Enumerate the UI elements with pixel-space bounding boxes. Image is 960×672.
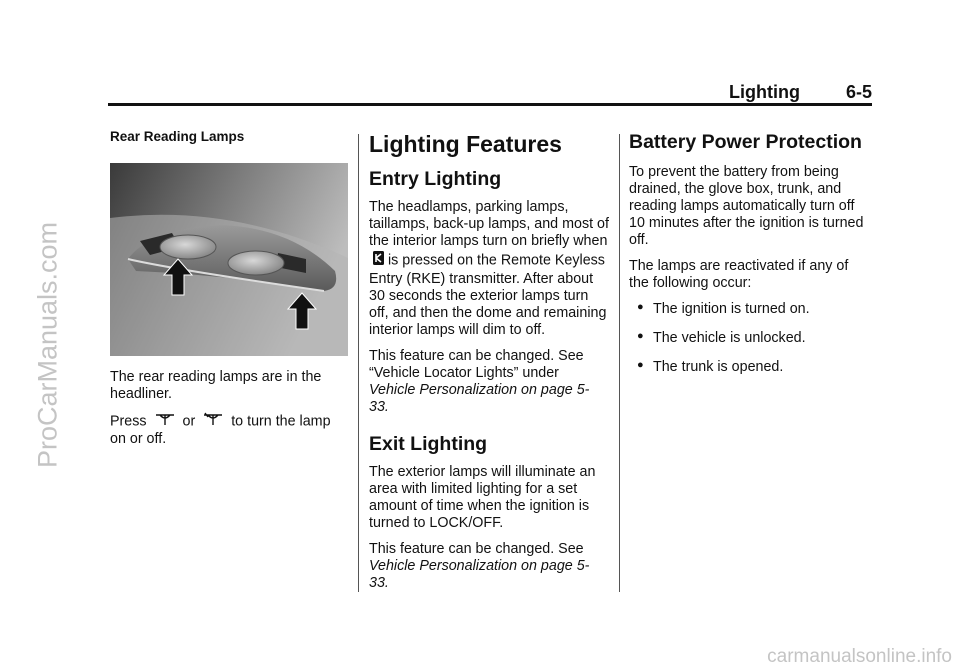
entry-lighting-paragraph-1 [369, 199, 609, 339]
lighting-features-heading: Lighting Features [369, 131, 562, 157]
left-lamp-icon [154, 412, 176, 431]
list-item: ● The trunk is opened. [637, 359, 784, 375]
entry-lighting-heading: Entry Lighting [369, 168, 502, 190]
right-lamp-icon [202, 412, 224, 431]
exit-lighting-paragraph-2 [369, 541, 609, 592]
entry-when: when [573, 233, 608, 249]
entry-p2a: This feature can be changed. See “Vehicle Locator Lights” under [369, 348, 584, 381]
entry-p1b: is pressed on the Remote Keyless Entry (RKE) transmitter. After about 30 seconds the exterior lamps turn off, and then the dome and remaining interior lamps will dim to off. [369, 252, 607, 338]
headliner-paragraph: The rear reading lamps are in the headliner. [110, 369, 322, 402]
section-title: Lighting [729, 82, 800, 102]
bullet-icon: ● [637, 301, 644, 313]
bullet-icon: ● [637, 330, 644, 342]
battery-power-protection-heading: Battery Power Protection [629, 131, 862, 153]
bullet-icon: ● [637, 359, 644, 371]
column-3 [629, 128, 869, 388]
entry-p1a: The headlamps, parking lamps, taillamps, back-up lamps, and most of the interior lamps turn on briefly [369, 199, 609, 249]
exit-p2-reference[interactable]: Vehicle Personalization on page 5-33. [369, 558, 590, 591]
reactivation-list [629, 301, 869, 376]
rear-reading-lamps-photo [110, 163, 348, 356]
list-item: ● The vehicle is unlocked. [637, 330, 806, 346]
battery-paragraph-2: The lamps are reactivated if any of the following occur: [629, 258, 849, 291]
entry-lighting-paragraph-2 [369, 348, 609, 416]
column-2 [369, 128, 609, 601]
press-word: Press [110, 413, 147, 430]
column-divider-1 [358, 134, 359, 592]
column-1 [110, 128, 348, 457]
header-rule [108, 103, 872, 106]
exit-lighting-paragraph-1: The exterior lamps will illuminate an area with limited lighting for a set amount of time when the ignition is turned to LOCK/OFF. [369, 464, 596, 531]
battery-paragraph-1: To prevent the battery from being drained, the glove box, trunk, and reading lamps automatically turn off 10 minutes after the ignition is turned off. [629, 164, 864, 248]
side-watermark-text: ProCarManuals.com [32, 221, 63, 469]
page-number: 6-5 [845, 82, 872, 102]
exit-lighting-heading: Exit Lighting [369, 433, 488, 455]
press-paragraph [110, 412, 348, 448]
rear-reading-lamps-heading: Rear Reading Lamps [110, 129, 245, 144]
exit-p2a: This feature can be changed. See [369, 541, 584, 557]
or-word: or [182, 413, 196, 430]
entry-p2-reference[interactable]: Vehicle Personalization on page 5-33. [369, 382, 590, 415]
bottom-watermark: carmanualsonline.info [767, 646, 952, 667]
press-tail: to turn the lamp [231, 413, 331, 430]
column-divider-2 [619, 134, 620, 592]
press-end: on or off. [110, 431, 167, 447]
list-item: ● The ignition is turned on. [637, 301, 810, 317]
unlock-key-icon [372, 250, 385, 271]
